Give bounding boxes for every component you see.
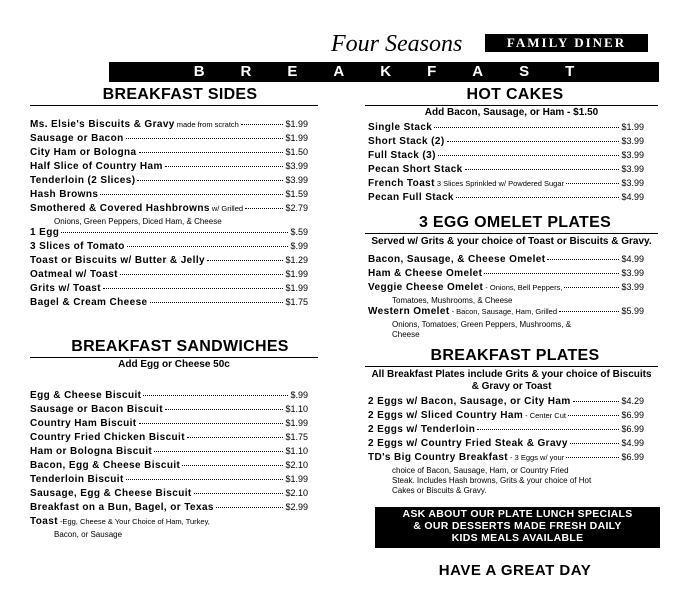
dot-leader [566,457,619,458]
plates-subtitle-line: All Breakfast Plates include Grits & your choice of Biscuits [371,369,652,380]
dot-leader [137,180,283,181]
menu-item [368,306,644,320]
menu-item-name: Pecan Short Stack [368,164,463,175]
menu-item-price: $2.10 [285,460,308,470]
menu-item [30,488,308,502]
menu-item-name: 2 Eggs w/ Sliced Country Ham [368,410,524,421]
menu-item-price: $1.99 [285,474,308,484]
menu-item [368,164,644,178]
dot-leader [154,451,283,452]
menu-item [368,136,644,150]
plates-list [368,396,644,496]
plates-subtitle-line: & Gravy or Toast [471,381,552,392]
menu-item-name: City Ham or Bologna [30,147,137,158]
dot-leader [207,260,284,261]
dot-leader [139,423,284,424]
menu-item-name: Western Omelet [368,306,450,317]
divider [365,366,658,367]
dot-leader [216,507,284,508]
menu-item-note: -Egg, Cheese & Your Choice of Ham, Turkey, [59,517,210,526]
menu-item [368,178,644,192]
section-title-sides: BREAKFAST SIDES [102,86,258,103]
banner-letter: A [472,63,484,80]
menu-item-price: $4.99 [621,254,644,264]
menu-item-price: $4.99 [621,438,644,448]
menu-item-price: $3.99 [621,268,644,278]
dot-leader [456,197,620,198]
dot-leader [245,208,283,209]
dot-leader [143,395,288,396]
dot-leader [447,141,620,142]
menu-item-description: Onions, Tomatoes, Green Peppers, Mushrooms, & [392,320,572,329]
menu-item [368,452,644,466]
dot-leader [126,138,284,139]
menu-item-price: $2.99 [285,502,308,512]
menu-item [368,150,644,164]
menu-item-name: Sausage, Egg & Cheese Biscuit [30,488,192,499]
divider [30,357,318,358]
divider [365,105,658,106]
section-title-sandwiches: BREAKFAST SANDWICHES [71,338,289,355]
menu-item-price: $3.99 [621,282,644,292]
menu-item-name: 2 Eggs w/ Bacon, Sausage, or City Ham [368,396,571,407]
menu-item-description: Bacon, or Sausage [54,530,123,539]
section-title-plates: BREAKFAST PLATES [430,347,600,364]
menu-item [30,474,308,488]
menu-item-price: $.99 [290,390,308,400]
menu-item [30,161,308,175]
dot-leader [484,273,619,274]
menu-item [368,424,644,438]
menu-item [30,516,308,530]
sides-list [30,119,308,311]
menu-item-name: Tenderloin Biscuit [30,474,124,485]
specials-notice [375,507,660,548]
menu-item-name: Full Stack (3) [368,150,436,161]
dot-leader [126,479,284,480]
menu-item [368,254,644,268]
menu-item-name: Toast [30,516,58,527]
menu-item-price: $2.10 [285,488,308,498]
menu-item-name: Smothered & Covered Hashbrowns [30,203,210,214]
menu-item-price: $3.99 [621,164,644,174]
dot-leader [194,493,284,494]
dot-leader [465,169,620,170]
menu-item-name: Country Ham Biscuit [30,418,137,429]
menu-item-name: Bagel & Cream Cheese [30,297,148,308]
menu-item [30,390,308,404]
menu-item-name: Egg & Cheese Biscuit [30,390,142,401]
menu-item-name: Ham or Bologna Biscuit [30,446,153,457]
menu-item [368,122,644,136]
divider [365,233,658,234]
menu-item [30,133,308,147]
menu-item [368,438,644,452]
dot-leader [566,183,619,184]
menu-item-note: - 3 Eggs w/ your [510,453,565,462]
menu-item-price: $3.99 [285,161,308,171]
sandwiches-subtitle: Add Egg or Cheese 50c [118,359,230,370]
dot-leader [438,155,620,156]
menu-item [368,268,644,282]
menu-item-price: $1.99 [285,133,308,143]
menu-item-price: $6.99 [621,424,644,434]
menu-item [30,227,308,241]
menu-item-name: Single Stack [368,122,433,133]
menu-item-price: $.59 [290,227,308,237]
menu-item-name: Country Fried Chicken Biscuit [30,432,185,443]
dot-leader [568,415,619,416]
menu-item [30,446,308,460]
menu-item-note: - Bacon, Sausage, Ham, Grilled [451,307,558,316]
omelets-subtitle: Served w/ Grits & your choice of Toast or Biscuits & Gravy. [371,236,652,247]
dot-leader [187,437,284,438]
dot-leader [165,409,283,410]
menu-item-name: Ham & Cheese Omelet [368,268,483,279]
menu-item-name: TD's Big Country Breakfast [368,452,509,463]
dot-leader [127,246,289,247]
menu-item [30,460,308,474]
menu-item-name: Grits w/ Toast [30,283,101,294]
menu-item-price: $4.29 [621,396,644,406]
menu-item [30,189,308,203]
menu-item-description: Cakes or Biscuits & Gravy. [392,486,487,495]
section-title-omelets: 3 EGG OMELET PLATES [418,214,612,231]
dot-leader [547,259,619,260]
menu-item-price: $1.50 [285,147,308,157]
menu-item-name: Toast or Biscuits w/ Butter & Jelly [30,255,205,266]
menu-item [30,283,308,297]
menu-item-price: $6.99 [621,410,644,420]
menu-item-name: Breakfast on a Bun, Bagel, or Texas [30,502,214,513]
dot-leader [103,288,283,289]
menu-item [368,192,644,206]
menu-item-note: - Onions, Bell Peppers, [485,283,563,292]
banner-letter: A [333,63,345,80]
menu-item-name: Ms. Elsie's Biscuits & Gravy [30,119,175,130]
menu-item [30,404,308,418]
menu-item-description: Onions, Green Peppers, Diced Ham, & Cheese [54,217,222,226]
notice-line: & OUR DESSERTS MADE FRESH DAILY [413,520,622,532]
menu-item [30,203,308,217]
dot-leader [61,232,288,233]
footer-message: HAVE A GREAT DAY [438,562,592,579]
menu-item-name: Bacon, Sausage, & Cheese Omelet [368,254,546,265]
dot-leader [570,443,620,444]
menu-item-name: Veggie Cheese Omelet [368,282,484,293]
menu-item [30,297,308,311]
menu-item-price: $1.75 [285,297,308,307]
banner-letter: R [240,63,252,80]
menu-item-description: Cheese [392,330,420,339]
menu-item-price: $2.79 [285,203,308,213]
banner-letter: F [427,63,437,80]
menu-item-name: Hash Browns [30,189,99,200]
menu-item-name: Short Stack (2) [368,136,445,147]
menu-item [30,255,308,269]
dot-leader [559,311,619,312]
dot-leader [165,166,284,167]
menu-item-price: $1.99 [621,122,644,132]
dot-leader [139,152,284,153]
menu-item-price: $.99 [290,241,308,251]
plates-subtitle [365,369,658,393]
menu-item-note: 3 Slices Sprinkled w/ Powdered Sugar [436,179,565,188]
menu-item-price: $6.99 [621,452,644,462]
dot-leader [573,401,620,402]
menu-item-name: Pecan Full Stack [368,192,454,203]
menu-item-price: $1.99 [285,418,308,428]
menu-item-name: 3 Slices of Tomato [30,241,125,252]
menu-item-description: Steak. Includes Hash browns, Grits & your choice of Hot [392,476,592,485]
menu-item-price: $1.10 [285,404,308,414]
menu-item [30,241,308,255]
breakfast-banner [109,62,659,82]
menu-item-name: Half Slice of Country Ham [30,161,163,172]
menu-item-price: $1.75 [285,432,308,442]
restaurant-name: Four Seasons [331,31,463,57]
dot-leader [100,194,283,195]
banner-letter: B [193,63,205,80]
menu-item-name: Sausage or Bacon Biscuit [30,404,163,415]
menu-item-note: w/ Grilled [211,204,244,213]
menu-item-price: $1.10 [285,446,308,456]
banner-letter: K [380,63,392,80]
menu-item-price: $4.99 [621,192,644,202]
section-title-hotcakes: HOT CAKES [466,86,564,103]
menu-item-price: $3.99 [621,150,644,160]
menu-item [368,410,644,424]
dot-leader [182,465,283,466]
menu-item-price: $1.99 [285,269,308,279]
menu-item-name: Sausage or Bacon [30,133,124,144]
menu-item [30,418,308,432]
sandwiches-list [30,390,308,540]
menu-item [30,175,308,189]
menu-item-price: $1.59 [285,189,308,199]
dot-leader [564,287,619,288]
notice-line: KIDS MEALS AVAILABLE [451,532,584,544]
hotcakes-subtitle: Add Bacon, Sausage, or Ham - $1.50 [424,107,599,118]
menu-item-note: - Center Cut [525,411,566,420]
dot-leader [120,274,284,275]
menu-item-name: French Toast [368,178,435,189]
menu-item [30,502,308,516]
menu-item-note: made from scratch [176,120,239,129]
omelets-list [368,254,644,340]
menu-item [368,396,644,410]
menu-item-name: Oatmeal w/ Toast [30,269,118,280]
menu-item-name: Tenderloin (2 Slices) [30,175,136,186]
menu-item [30,147,308,161]
dot-leader [150,302,284,303]
menu-item-name: 2 Eggs w/ Country Fried Steak & Gravy [368,438,568,449]
menu-item-name: 1 Egg [30,227,60,238]
banner-letter: T [565,63,575,80]
menu-item-name: Bacon, Egg & Cheese Biscuit [30,460,181,471]
notice-line: ASK ABOUT OUR PLATE LUNCH SPECIALS [402,508,633,520]
menu-item-description: Tomatoes, Mushrooms, & Cheese [392,296,513,305]
dot-leader [434,127,619,128]
menu-item [30,432,308,446]
menu-item [368,282,644,296]
menu-item-name: 2 Eggs w/ Tenderloin [368,424,476,435]
menu-item [30,119,308,133]
menu-item-description: choice of Bacon, Sausage, Ham, or Country Fried [392,466,569,475]
menu-item-price: $3.99 [621,178,644,188]
menu-item-price: $1.99 [285,119,308,129]
divider [30,105,318,106]
dot-leader [241,124,284,125]
menu-item [30,269,308,283]
diner-subtitle: FAMILY DINER [485,34,648,52]
menu-item-price: $1.99 [285,283,308,293]
dot-leader [477,429,619,430]
menu-item-price: $5.99 [621,306,644,316]
hotcakes-list [368,122,644,206]
menu-item-price: $3.99 [621,136,644,146]
menu-item-price: $3.99 [285,175,308,185]
banner-letter: S [519,63,530,80]
menu-item-price: $1.29 [285,255,308,265]
banner-letter: E [287,63,298,80]
